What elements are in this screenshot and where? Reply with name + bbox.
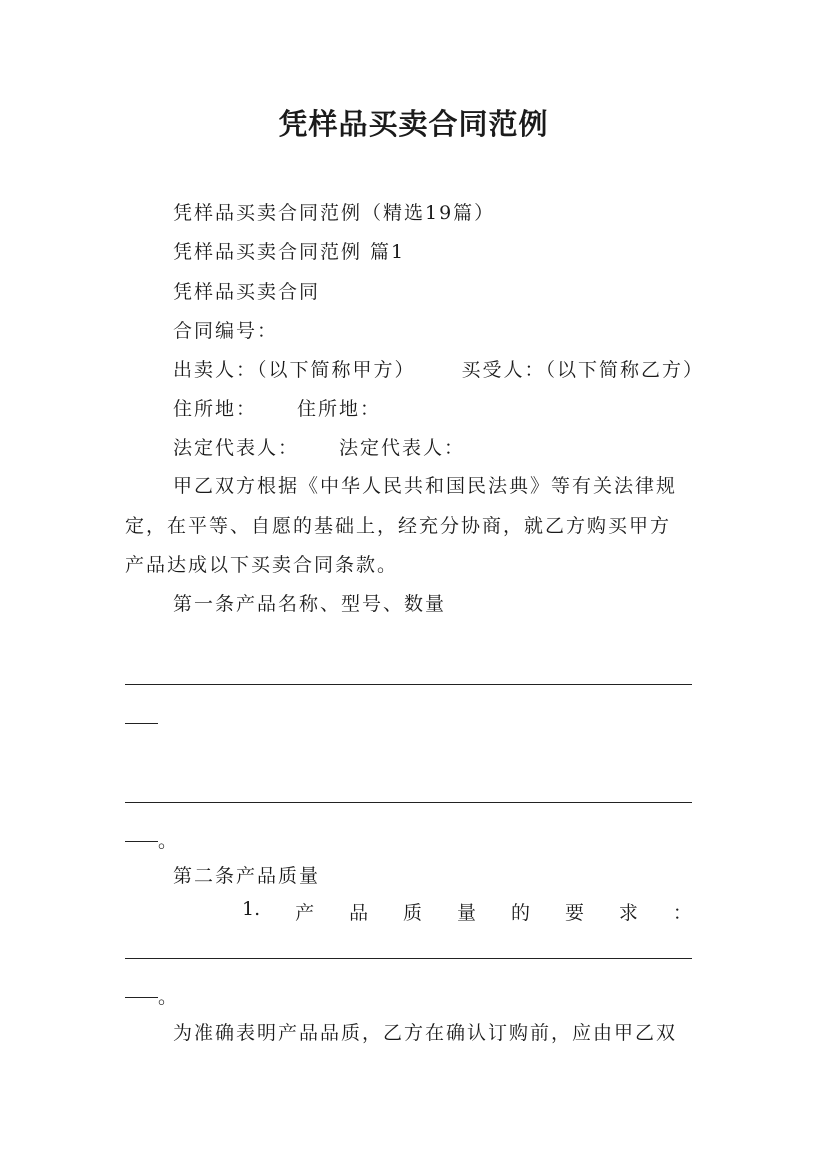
article-1-heading: 第一条产品名称、型号、数量	[173, 593, 447, 615]
address-line	[173, 394, 381, 421]
quality-char: 要	[564, 902, 584, 924]
section-heading: 凭样品买卖合同范例 篇1	[173, 241, 406, 263]
paragraph-1-line-1: 甲乙双方根据《中华人民共和国民法典》等有关法律规	[173, 475, 678, 497]
article-2-heading: 第二条产品质量	[173, 865, 321, 887]
buyer-label: 买受人：（以下简称乙方）	[461, 359, 705, 381]
quality-char: 1.	[242, 898, 261, 920]
quality-char: 求	[618, 902, 638, 924]
fill-blank-line	[125, 841, 158, 842]
intro-line: 凭样品买卖合同范例（精选19篇）	[173, 202, 496, 224]
quality-char: 的	[510, 902, 530, 924]
fill-blank-line	[125, 802, 692, 803]
seller-representative-label: 法定代表人：	[173, 437, 300, 459]
fill-blank-line	[125, 997, 158, 998]
fill-blank-line	[125, 958, 692, 959]
quality-char: 量	[457, 902, 477, 924]
fill-blank-line	[125, 723, 158, 724]
seller-address-label: 住所地：	[173, 398, 258, 420]
paragraph-1-line-3: 产品达成以下买卖合同条款。	[125, 554, 399, 576]
quality-char: 产	[295, 902, 315, 924]
quality-char: 质	[403, 902, 423, 924]
period-mark: 。	[158, 830, 178, 852]
paragraph-2-line-1: 为准确表明产品品质，乙方在确认订购前，应由甲乙双	[173, 1022, 678, 1044]
paragraph-1-line-2: 定，在平等、自愿的基础上，经充分协商，就乙方购买甲方	[125, 515, 672, 537]
contract-title: 凭样品买卖合同	[173, 281, 321, 303]
seller-label: 出卖人：（以下简称甲方）	[173, 359, 416, 381]
document-title: 凭样品买卖合同范例	[278, 107, 549, 141]
period-mark: 。	[158, 986, 178, 1008]
quality-requirements-line	[242, 898, 692, 925]
quality-char: 品	[349, 902, 369, 924]
contract-number-label: 合同编号：	[173, 320, 279, 342]
parties-line	[173, 355, 704, 382]
representative-line	[173, 433, 465, 460]
quality-char: ：	[672, 902, 692, 924]
fill-blank-line	[125, 684, 692, 685]
buyer-representative-label: 法定代表人：	[339, 437, 466, 459]
buyer-address-label: 住所地：	[297, 398, 382, 420]
